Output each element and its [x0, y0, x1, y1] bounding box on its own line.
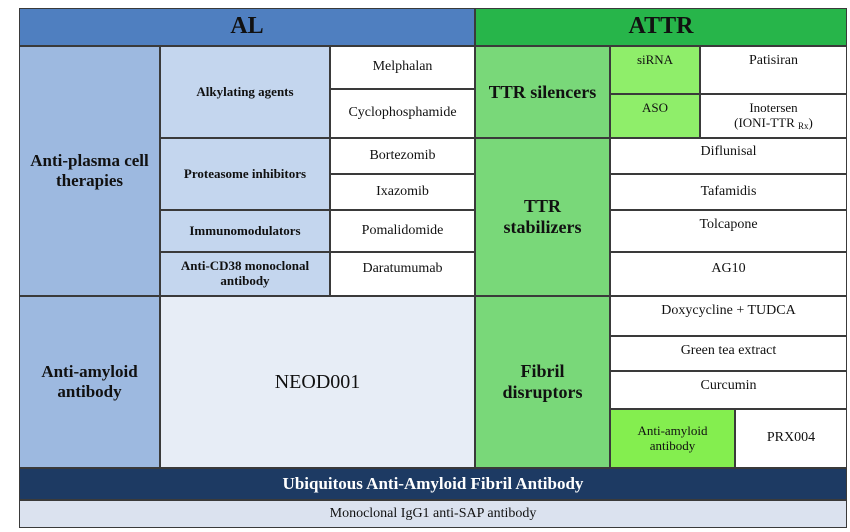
drug-tafamidis: Tafamidis	[610, 174, 847, 210]
drug-inotersen	[700, 94, 847, 138]
drug-prx004: PRX004	[735, 409, 847, 468]
drug-green-tea-extract: Green tea extract	[610, 336, 847, 371]
anti-sap-antibody-band: Monoclonal IgG1 anti-SAP antibody	[19, 500, 847, 528]
al-anti-amyloid-antibody: Anti-amyloid antibody	[19, 296, 160, 468]
alkylating-agents-label: Alkylating agents	[160, 46, 330, 138]
drug-bortezomib: Bortezomib	[330, 138, 475, 174]
ttr-stabilizers-label: TTR stabilizers	[475, 138, 610, 296]
drug-diflunisal: Diflunisal	[610, 138, 847, 174]
attr-anti-amyloid-antibody: Anti-amyloid antibody	[610, 409, 735, 468]
anti-cd38-label: Anti-CD38 monoclonal antibody	[160, 252, 330, 296]
drug-melphalan: Melphalan	[330, 46, 475, 89]
ttr-silencers-label: TTR silencers	[475, 46, 610, 138]
drug-patisiran: Patisiran	[700, 46, 847, 94]
inotersen-code: (IONI-TTR $_{Rx}$)	[734, 114, 813, 131]
drug-doxycycline-tudca: Doxycycline + TUDCA	[610, 296, 847, 336]
drug-curcumin: Curcumin	[610, 371, 847, 409]
al-header: AL	[19, 8, 475, 46]
drug-ixazomib: Ixazomib	[330, 174, 475, 210]
proteasome-inhibitors-label: Proteasome inhibitors	[160, 138, 330, 210]
attr-header: ATTR	[475, 8, 847, 46]
drug-daratumumab: Daratumumab	[330, 252, 475, 296]
drug-ag10: AG10	[610, 252, 847, 296]
aso-label: ASO	[610, 94, 700, 138]
anti-plasma-cell-therapies: Anti-plasma cell therapies	[19, 46, 160, 296]
sirna-label: siRNA	[610, 46, 700, 94]
drug-cyclophosphamide: Cyclophosphamide	[330, 89, 475, 138]
inotersen-name: Inotersen	[749, 99, 798, 115]
drug-pomalidomide: Pomalidomide	[330, 210, 475, 252]
immunomodulators-label: Immunomodulators	[160, 210, 330, 252]
drug-tolcapone: Tolcapone	[610, 210, 847, 252]
fibril-disruptors-label: Fibril disruptors	[475, 296, 610, 468]
neod001: NEOD001	[160, 296, 475, 468]
ubiquitous-antibody-band: Ubiquitous Anti-Amyloid Fibril Antibody	[19, 468, 847, 500]
